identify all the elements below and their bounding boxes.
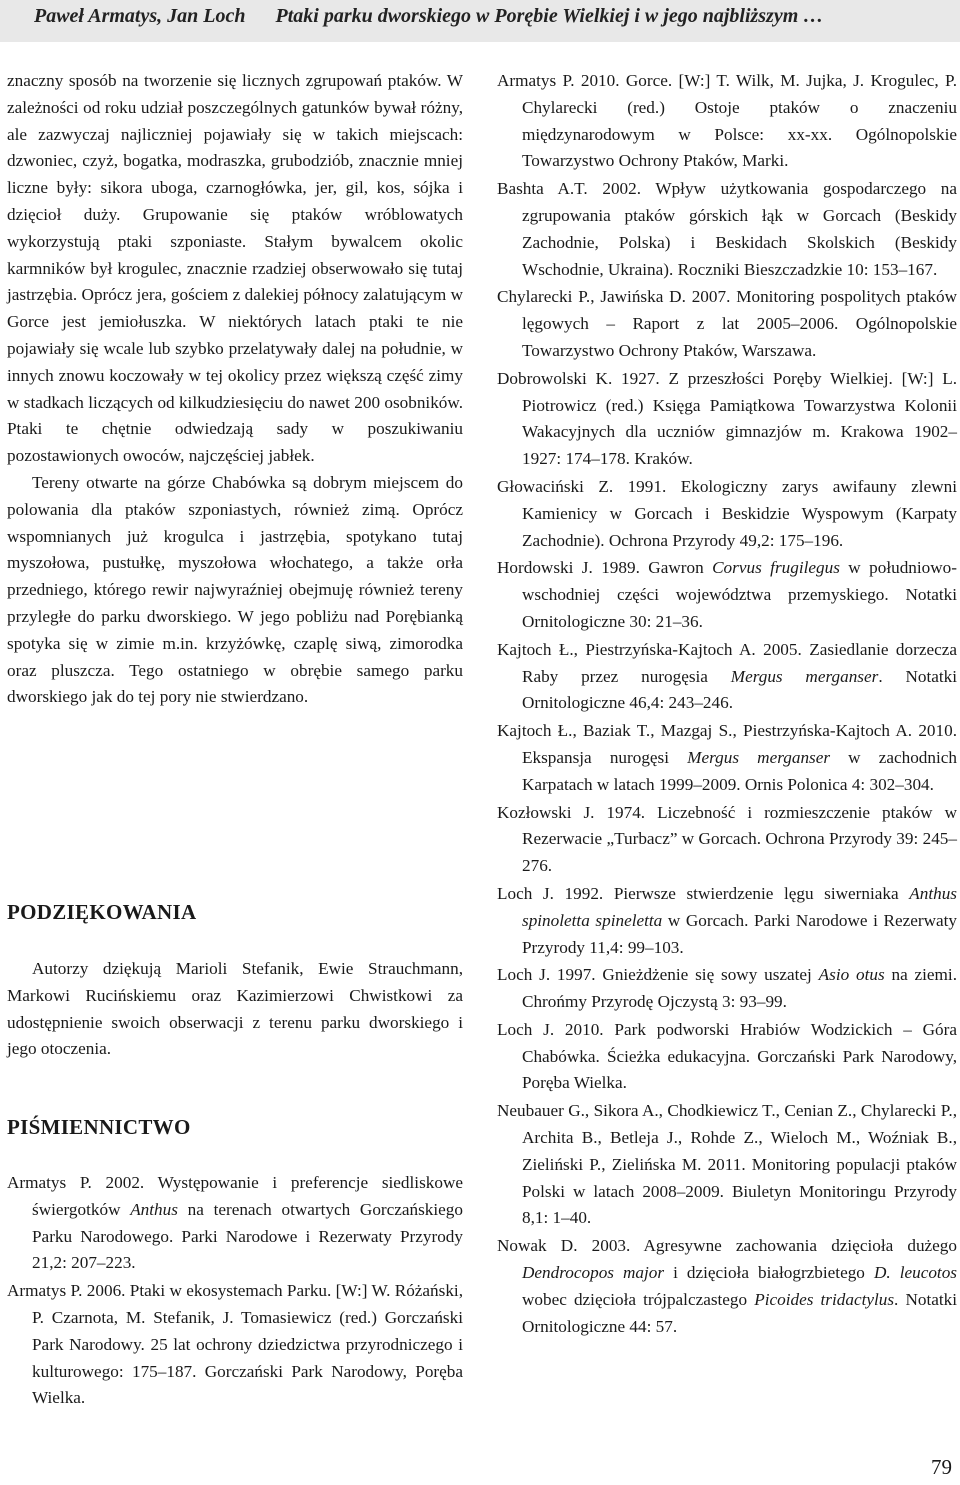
left-column xyxy=(7,68,463,1408)
reference-item: Kozłowski J. 1974. Liczebność i rozmieszczenie ptaków w Rezerwacie „Turbacz” w Gorcach. Ochrona Przyrody 39: 245–276. xyxy=(497,802,957,876)
acknowledgements-heading: PODZIĘKOWANIA xyxy=(7,900,197,924)
reference-item: Kajtoch Ł., Baziak T., Mazgaj S., Piestrzyńska-Kajtoch A. 2010. Ekspansja nurogęsi Mergus merganser w zachodnich Karpatach w latach 1999–2009. Ornis Polonica 4: 302–304. xyxy=(497,721,957,794)
body-paragraph-1: znaczny sposób na tworzenie się licznych zgrupowań ptaków. W zależności od roku udział poszczególnych gatunków bywał różny, ale zazwyczaj najliczniej pojawiały się w takich miejscach: dzwoniec, czyż, bogatka, modraszka, grubodziób, znacznie mniej liczne były: sikora uboga, czarnogłówka, jer, gil, kos, sójka i dzięcioł duży. Grupowanie się ptaków wróblowatych wykorzystują ptaki szponiaste. Stałym bywalcem okolic karmników był krogulec, znacznie rzadziej obserwowało się tutaj jastrzębia. Oprócz jera, gościem z dalekiej północy zalatującym w Gorce jest jemiołuszka. W niektórych latach ptaki te nie pojawiały się wcale lub szybko przelatywały dalej na południe, w innych znowu koczowały w tej okolicy przez większą część zimy w stadkach liczących od kilkudziesięciu do nawet 200 osobników. Ptaki te chętnie odwiedzają sady w poszukiwaniu pozostawionych owoców, najczęściej jabłek. xyxy=(7,71,463,466)
page-number: 79 xyxy=(931,1455,952,1479)
reference-item: Hordowski J. 1989. Gawron Corvus frugilegus w południowo-wschodniej części województwa przemyskiego. Notatki Ornitologiczne 30: 21–36. xyxy=(497,558,957,631)
acknowledgements-text: Autorzy dziękują Marioli Stefanik, Ewie Strauchmann, Markowi Rucińskiemu oraz Kazimierzowi Chwistkowi za udostępnienie swoich obserwacji z terenu parku dworskiego i jego otoczenia. xyxy=(7,959,463,1059)
header-title: Ptaki parku dworskiego w Porębie Wielkiej i w jego najbliższym … xyxy=(275,5,824,27)
reference-item: Neubauer G., Sikora A., Chodkiewicz T., Cenian Z., Chylarecki P., Archita B., Betleja J., Rohde Z., Wieloch M., Woźniak B., Zieliński P., Zielińska M. 2011. Monitoring populacji ptaków Polski w latach 2008–2009. Biuletyn Monitoringu Przyrody 8,1: 1–40. xyxy=(497,1101,957,1228)
reference-item: Dobrowolski K. 1927. Z przeszłości Poręby Wielkiej. [W:] L. Piotrowicz (red.) Księga Pamiątkowa Towarzystwa Kolonii Wakacyjnych dla uczniów gimnazjów m. Krakowa 1902–1927: 174–178. Kraków. xyxy=(497,368,957,469)
reference-item: Chylarecki P., Jawińska D. 2007. Monitoring pospolitych ptaków lęgowych – Raport z lat 2005–2006. Ogólnopolskie Towarzystwo Ochrony Ptaków, Warszawa. xyxy=(497,287,957,360)
reference-item: Nowak D. 2003. Agresywne zachowania dzięcioła dużego Dendrocopos major i dzięcioła białogrzbietego D. leucotos wobec dzięcioła trójpalczastego Picoides tridactylus. Notatki Ornitologiczne 44: 57. xyxy=(497,1236,958,1336)
running-header xyxy=(0,0,960,42)
body-paragraph-2: Tereny otwarte na górze Chabówka są dobrym miejscem do polowania dla ptaków szponiastych, również zimą. Oprócz wspomnianych już krogulca i jastrzębia, spotykano tutaj myszołowa, pustułkę, myszołowa włochatego, a także orła przedniego, którego rewir najwyraźniej obejmuję również tereny przyległe do parku dworskiego. W jego pobliżu nad Porębianką spotyka się w zimie m.in. krzyżówkę, czaplę siwą, zimorodka oraz pluszcza. Tego ostatniego w obrębie samego parku dworskiego jak do tej pory nie stwierdzano. xyxy=(7,472,463,707)
references-heading: PIŚMIENNICTWO xyxy=(7,1115,191,1139)
reference-item: Loch J. 1992. Pierwsze stwierdzenie lęgu siwerniaka Anthus spinoletta spineletta w Gorcach. Parki Narodowe i Rezerwaty Przyrody 11,4: 99–103. xyxy=(497,883,958,957)
reference-item: Głowaciński Z. 1991. Ekologiczny zarys awifauny zlewni Kamienicy w Gorcach i Beskidzie Wyspowym (Karpaty Zachodnie). Ochrona Przyrody 49,2: 175–196. xyxy=(497,476,957,550)
reference-item: Armatys P. 2010. Gorce. [W:] T. Wilk, M. Jujka, J. Krogulec, P. Chylarecki (red.) Ostoje ptaków o znaczeniu międzynarodowym w Polsce: xx-xx. Ogólnopolskie Towarzystwo Ochrony Ptaków, Marki. xyxy=(497,71,957,171)
right-column xyxy=(497,68,957,1341)
header-authors: Paweł Armatys, Jan Loch xyxy=(34,5,246,27)
reference-item: Armatys P. 2002. Występowanie i preferencje siedliskowe świergotków Anthus na terenach otwartych Gorczańskiego Parku Narodowego. Parki Narodowe i Rezerwaty Przyrody 21,2: 207–223. xyxy=(7,1173,463,1273)
reference-item: Loch J. 1997. Gnieżdżenie się sowy uszatej Asio otus na ziemi. Chrońmy Przyrodę Ojczystą 3: 93–99. xyxy=(497,965,957,1012)
reference-item: Loch J. 2010. Park podworski Hrabiów Wodzickich – Góra Chabówka. Ścieżka edukacyjna. Gorczański Park Narodowy, Poręba Wielka. xyxy=(497,1019,957,1093)
reference-item: Kajtoch Ł., Piestrzyńska-Kajtoch A. 2005. Zasiedlanie dorzecza Raby przez nurogęsia Mergus merganser. Notatki Ornitologiczne 46,4: 243–246. xyxy=(497,639,957,713)
reference-item: Bashta A.T. 2002. Wpływ użytkowania gospodarczego na zgrupowania ptaków górskich łąk w Gorcach (Beskidy Zachodnie, Polska) i Beskidach Skolskich (Beskidy Wschodnie, Ukraina). Roczniki Bieszczadzkie 10: 153–167. xyxy=(497,179,957,279)
reference-item: Armatys P. 2006. Ptaki w ekosystemach Parku. [W:] W. Różański, P. Czarnota, M. Stefanik, J. Tomasiewicz (red.) Gorczański Park Narodowy. 25 lat ochrony dziedzictwa przyrodniczego i kulturowego: 175–187. Gorczański Park Narodowy, Poręba Wielka. xyxy=(7,1281,463,1408)
references-list-left xyxy=(7,1170,463,1413)
